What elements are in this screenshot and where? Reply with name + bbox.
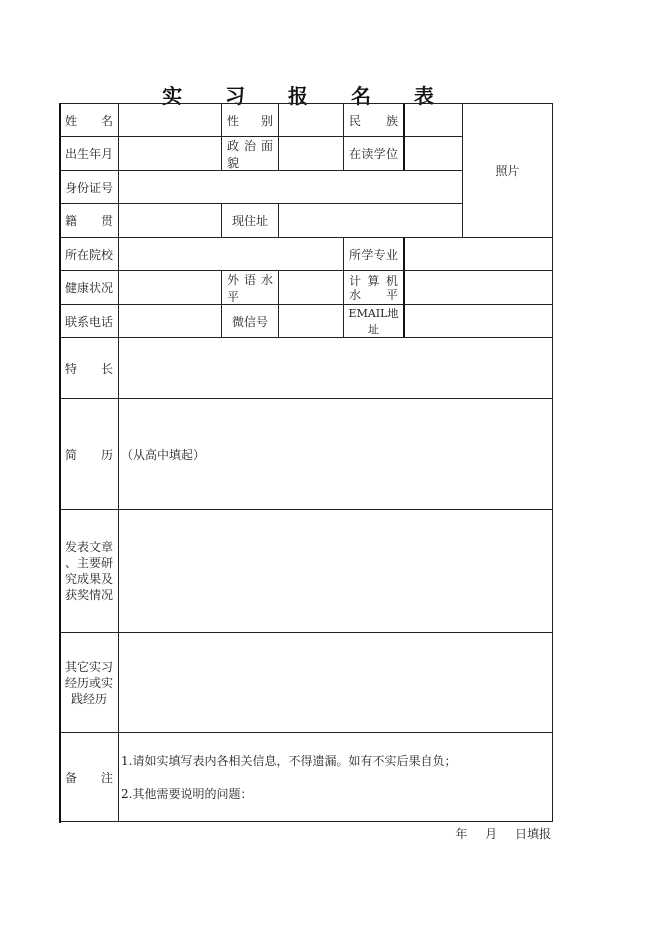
label-email: EMAIL地址 bbox=[343, 304, 404, 338]
wechat-field[interactable] bbox=[278, 304, 344, 338]
specialty-field[interactable] bbox=[118, 337, 553, 399]
label-political: 政治面貌 bbox=[221, 136, 279, 171]
ethnicity-field[interactable] bbox=[403, 103, 463, 137]
name-field[interactable] bbox=[118, 103, 222, 137]
label-phone: 联系电话 bbox=[59, 304, 119, 338]
label-birth: 出生年月 bbox=[59, 136, 119, 171]
email-field[interactable] bbox=[403, 304, 553, 338]
label-native-place: 籍贯 bbox=[59, 203, 119, 238]
other-experience-field[interactable] bbox=[118, 632, 553, 733]
label-publications: 发表文章 、主要研 究成果及 获奖情况 bbox=[59, 509, 119, 633]
label-computer: 计 算 机 水 平 bbox=[343, 270, 404, 305]
degree-field[interactable] bbox=[403, 136, 463, 171]
fill-date: 年 月 日填报 bbox=[455, 827, 551, 841]
label-other-experience: 其它实习 经历或实 践经历 bbox=[59, 632, 119, 733]
remark-line-2: 2.其他需要说明的问题： bbox=[121, 787, 253, 801]
resume-hint: （从高中填起） bbox=[121, 447, 206, 462]
label-degree: 在读学位 bbox=[343, 136, 404, 171]
birth-field[interactable] bbox=[118, 136, 222, 171]
remark-line-1: 1.请如实填写表内各相关信息，不得遗漏。如有不实后果自负； bbox=[121, 754, 457, 768]
form-title: 实 习 报 名 表 bbox=[162, 84, 452, 108]
label-resume: 简历 bbox=[59, 398, 119, 510]
address-field[interactable] bbox=[278, 203, 463, 238]
label-major: 所学专业 bbox=[343, 237, 404, 271]
label-ethnicity: 民族 bbox=[343, 103, 404, 137]
photo-label: 照片 bbox=[495, 164, 520, 178]
major-field[interactable] bbox=[403, 237, 553, 271]
label-remarks: 备注 bbox=[59, 732, 119, 822]
health-field[interactable] bbox=[118, 270, 222, 305]
publications-field[interactable] bbox=[118, 509, 553, 633]
label-address: 现住址 bbox=[221, 203, 279, 238]
label-language: 外语水平 bbox=[221, 270, 279, 305]
native-place-field[interactable] bbox=[118, 203, 222, 238]
gender-field[interactable] bbox=[278, 103, 344, 137]
label-gender: 性别 bbox=[221, 103, 279, 137]
label-id-number: 身份证号 bbox=[59, 170, 119, 204]
label-wechat: 微信号 bbox=[221, 304, 279, 338]
school-field[interactable] bbox=[118, 237, 344, 271]
label-school: 所在院校 bbox=[59, 237, 119, 271]
political-field[interactable] bbox=[278, 136, 344, 171]
phone-field[interactable] bbox=[118, 304, 222, 338]
id-number-field[interactable] bbox=[118, 170, 463, 204]
remarks-field[interactable] bbox=[118, 732, 553, 822]
label-health: 健康状况 bbox=[59, 270, 119, 305]
language-field[interactable] bbox=[278, 270, 344, 305]
resume-field[interactable] bbox=[118, 398, 553, 510]
computer-field[interactable] bbox=[403, 270, 553, 305]
label-name: 姓名 bbox=[59, 103, 119, 137]
photo-box[interactable] bbox=[462, 103, 553, 238]
label-specialty: 特长 bbox=[59, 337, 119, 399]
